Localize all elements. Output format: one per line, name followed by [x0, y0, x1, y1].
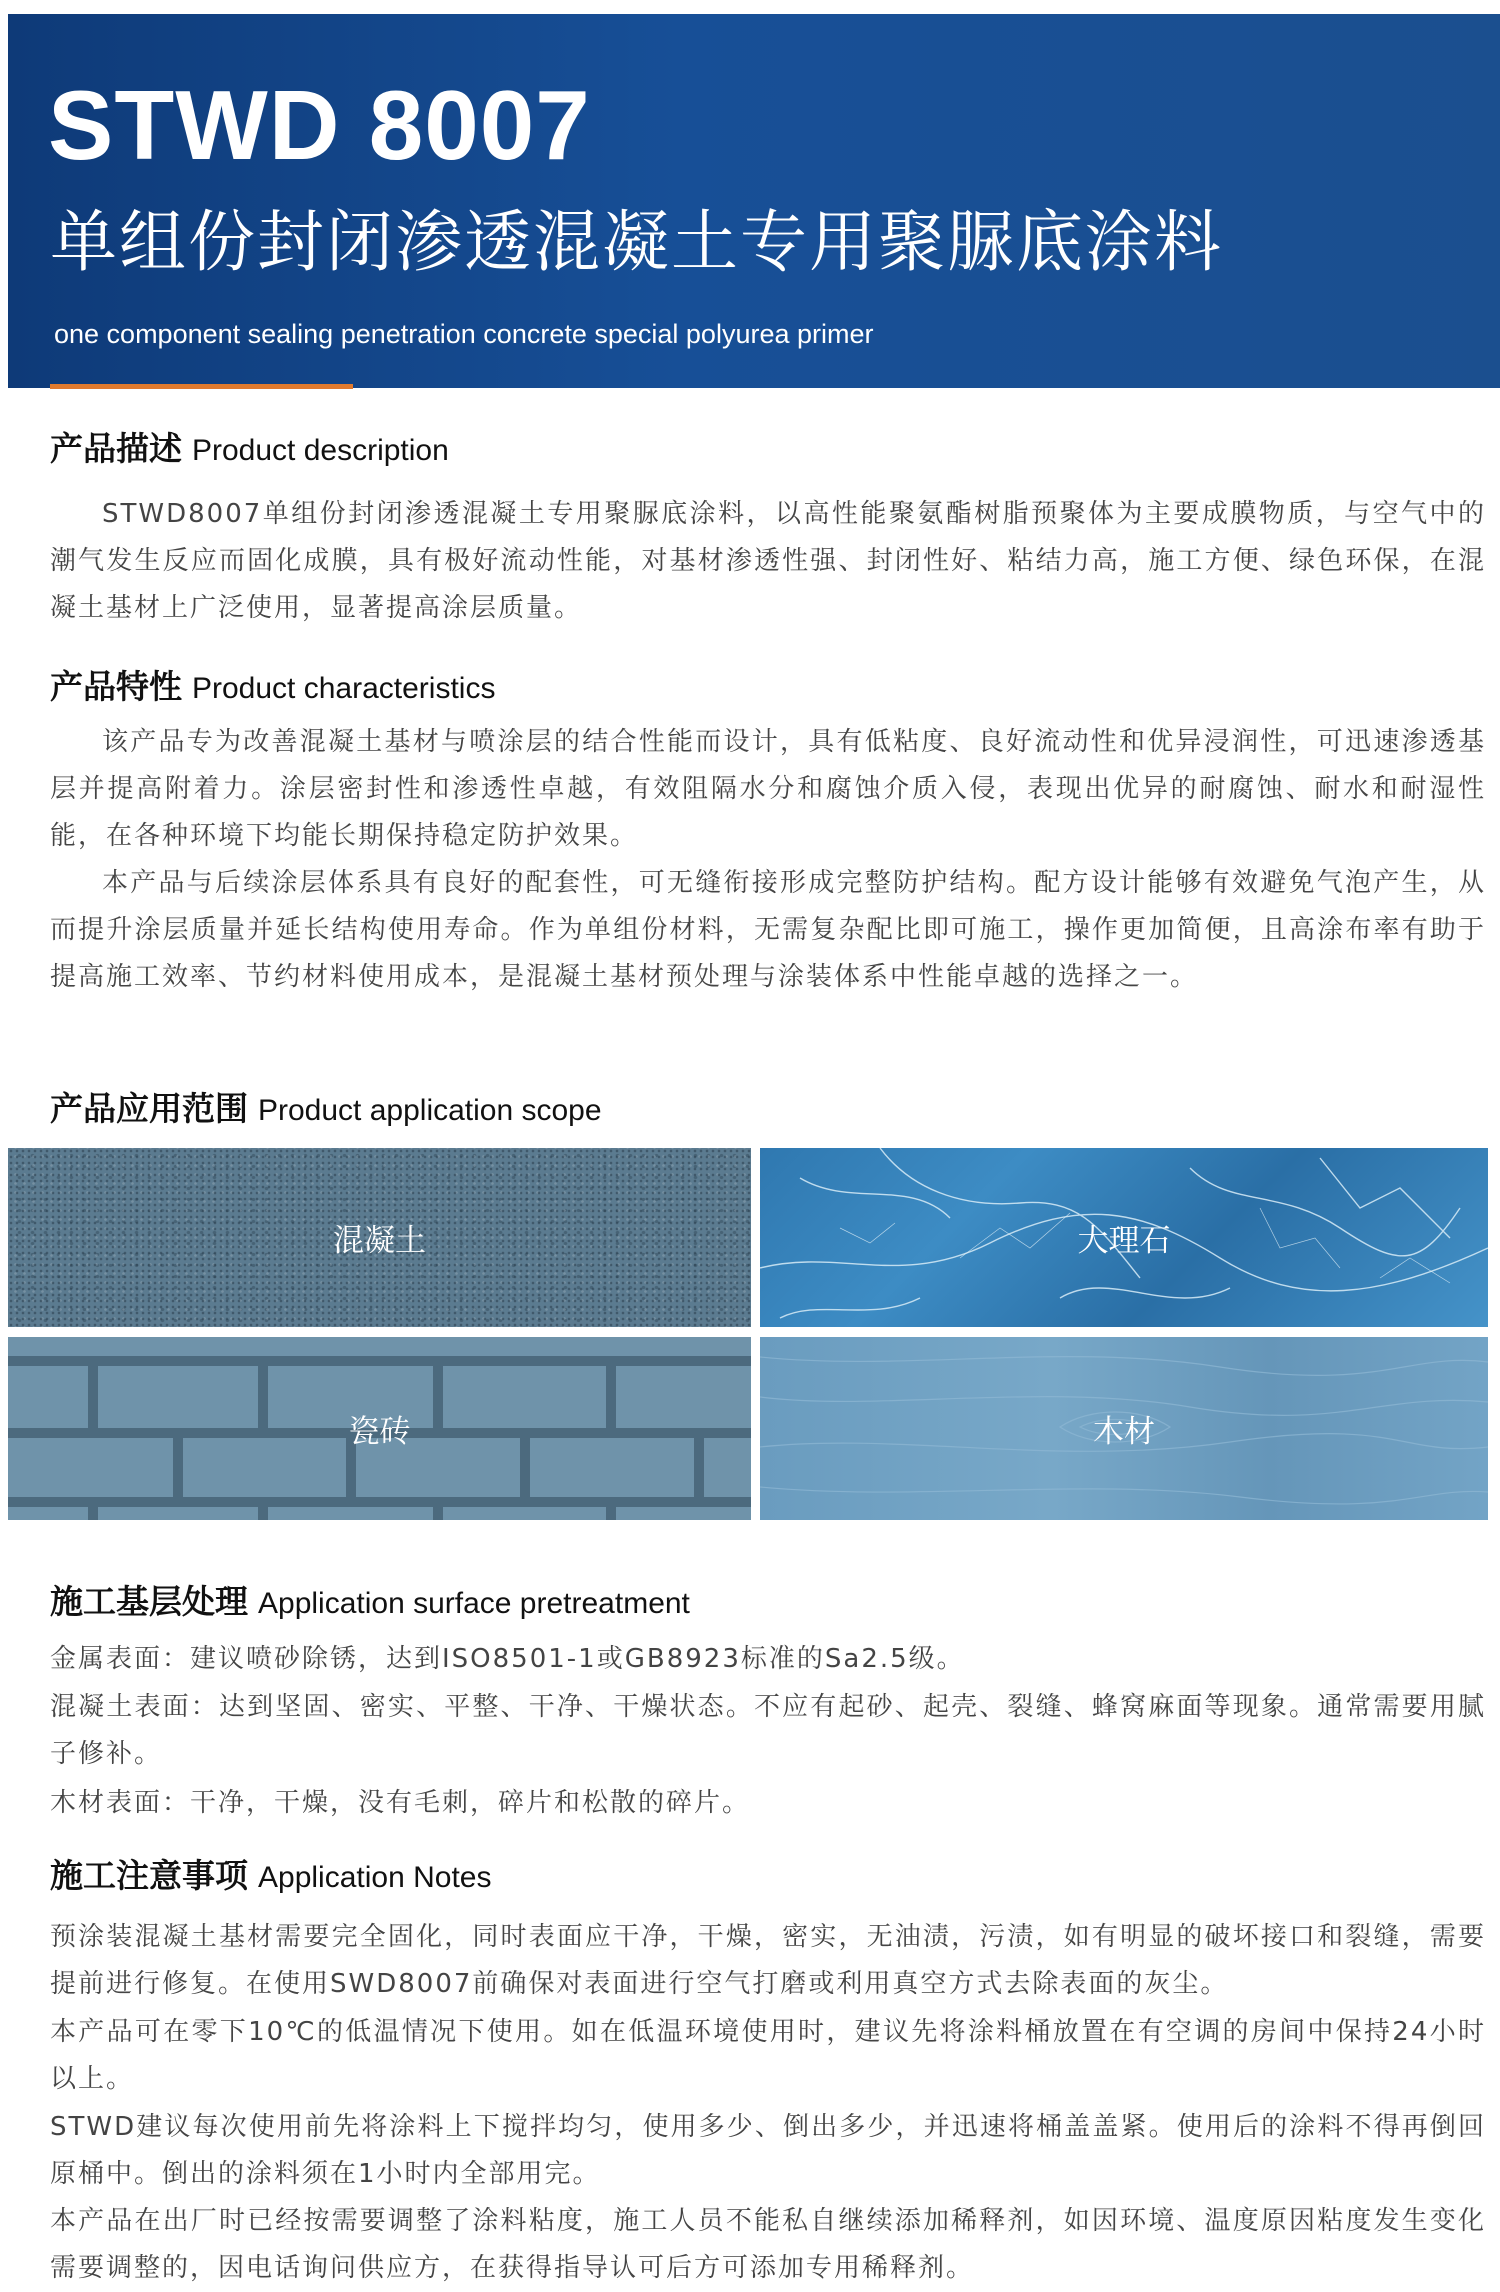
tile-label-tile: 瓷砖 [348, 1414, 411, 1450]
notes-line: STWD建议每次使用前先将涂料上下搅拌均匀，使用多少、倒出多少，并迅速将桶盖盖紧。使用后的涂料不得再倒回原桶中。倒出的涂料须在1小时内全部用完。 [50, 2112, 1486, 2189]
wood-texture [760, 1337, 1488, 1520]
characteristics-paragraph: 本产品与后续涂层体系具有良好的配套性，可无缝衔接形成完整防护结构。配方设计能够有效避免气泡产生，从而提升涂层质量并延长结构使用寿命。作为单组份材料，无需复杂配比即可施工，操作更加简便，且高涂布率有助于提高施工效率、节约材料使用成本，是混凝土基材预处理与涂装体系中性能卓越的选择之一。 [50, 868, 1486, 992]
concrete-texture [8, 1148, 751, 1327]
pretreatment-line: 木材表面：干净，干燥，没有毛刺，碎片和松散的碎片。 [50, 1788, 751, 1818]
description-text: STWD8007单组份封闭渗透混凝土专用聚脲底涂料，以高性能聚氨酯树脂预聚体为主要成膜物质，与空气中的潮气发生反应而固化成膜，具有极好流动性能，对基材渗透性强、封闭性好、粘结力高，施工方便、绿色环保，在混凝土基材上广泛使用，显著提高涂层质量。 [50, 499, 1486, 623]
notes-line: 本产品可在零下10℃的低温情况下使用。如在低温环境使用时，建议先将涂料桶放置在有空调的房间中保持24小时以上。 [50, 2017, 1486, 2094]
characteristics-paragraph: 该产品专为改善混凝土基材与喷涂层的结合性能而设计，具有低粘度、良好流动性和优异浸润性，可迅速渗透基层并提高附着力。涂层密封性和渗透性卓越，有效阻隔水分和腐蚀介质入侵，表现出优异的耐腐蚀、耐水和耐湿性能，在各种环境下均能长期保持稳定防护效果。 [50, 727, 1486, 851]
notes-line: 本产品在出厂时已经按需要调整了涂料粘度，施工人员不能私自继续添加稀释剂，如因环境、温度原因粘度发生变化需要调整的，因电话询问供应方，在获得指导认可后方可添加专用稀释剂。 [50, 2206, 1486, 2283]
marble-texture [760, 1148, 1488, 1327]
heading-pretreatment: 施工基层处理 Application surface pretreatment [50, 1582, 690, 1621]
tile-label-concrete: 混凝土 [333, 1223, 426, 1259]
heading-notes: 施工注意事项 Application Notes [50, 1856, 492, 1895]
brick-tile-texture [8, 1337, 751, 1520]
pretreatment-line: 混凝土表面：达到坚固、密实、平整、干净、干燥状态。不应有起砂、起壳、裂缝、蜂窝麻面等现象。通常需要用腻子修补。 [50, 1692, 1486, 1769]
accent-bar [50, 384, 353, 389]
tile-label-marble: 大理石 [1077, 1223, 1171, 1259]
heading-description: 产品描述 Product description [50, 429, 449, 468]
notes-line: 预涂装混凝土基材需要完全固化，同时表面应干净，干燥，密实，无油渍，污渍，如有明显的破坏接口和裂缝，需要提前进行修复。在使用SWD8007前确保对表面进行空气打磨或利用真空方式去除表面的灰尘。 [50, 1922, 1486, 1999]
product-subtitle: 单组份封闭渗透混凝土专用聚脲底涂料 [50, 203, 1223, 281]
tile-label-wood: 木材 [1093, 1414, 1155, 1450]
pretreatment-line: 金属表面：建议喷砂除锈，达到ISO8501-1或GB8923标准的Sa2.5级。 [50, 1644, 965, 1674]
heading-characteristics: 产品特性 Product characteristics [50, 667, 496, 706]
heading-application-scope: 产品应用范围 Product application scope [50, 1089, 602, 1128]
hero-banner [8, 14, 1500, 388]
product-title: STWD 8007 [48, 70, 591, 180]
product-subtitle-en: one component sealing penetration concrete special polyurea primer [54, 319, 874, 349]
